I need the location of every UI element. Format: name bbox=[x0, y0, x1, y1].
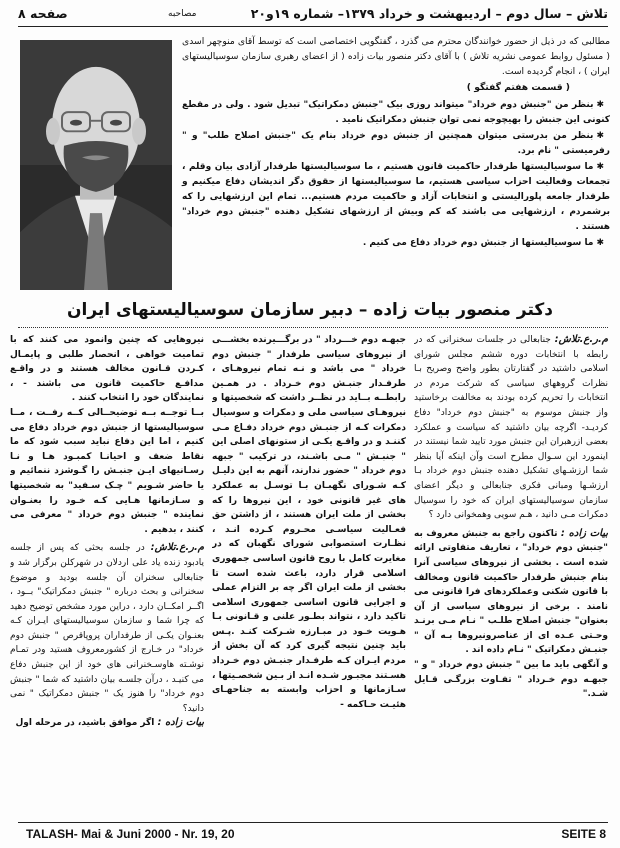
header-page-number: صفحه ۸ bbox=[18, 6, 68, 21]
header-title: تلاش – سال دوم – اردیبهشت و خرداد ۱۳۷۹– شماره ۱۹و۲۰ bbox=[250, 6, 608, 21]
page-header bbox=[18, 4, 608, 27]
intro-lead: مطالبی که در ذیل از حضور خوانندگان محترم می گذرد ، گفتگویی اختصاصی است که توسط آقای منوچهر اسدی ( مسئول روابط عمومی نشریه تلاش ) با آقای دکتر منصور بیات زاده ( از اعضای رهبری سازمان سوسیالیستهای ایران ) ، انجام گردیده است. bbox=[182, 36, 610, 77]
column-middle bbox=[212, 333, 406, 817]
interviewer-label: م.ر.ع.تلاش: bbox=[554, 334, 608, 345]
answer-2: بیات زاده : اگر موافق باشید، در مرحله اول bbox=[15, 717, 204, 729]
footer-page-number: SEITE 8 bbox=[561, 827, 606, 841]
answer-1-middle: جبهـه دوم خـــرداد " در برگـــیرنده بخشـــی از نیروهای سیاسی طرفدار " جنبش دوم خرداد " می باشد و نـه تمام نیروهـای ، طرفـدار جنبـش دوم خـرداد . در همـین رابطــه بــاید در نظــر داشت که شخصیتها و نیروهـای سیاسی ملی و دمکرات و سوسیال دمکرات کـه از جنبـش دوم خرداد دفـاع مـی کننـد و در واقـع یکـی از ستونهای اصلی این " جنبـش " مـی باشـند، در ترکیب " جبهه دوم خرداد " حضور ندارند، آنهم به این دلیـل کـه شـورای نگهبـان بـا توسـل به عملکرد های غیر قانونی خود ، این نیروها را که بخشی از ملت ایران هستند ، از داشتن حق فعـالیت سیاسـی محـروم کـرده انـد ، نظـارت استصوابی شورای نگهبان که در مغایرت کامل با روح قانون اساسی جمهوری اسلامی قرار دارد، باعث شده است تا بخشی از ملت ایران اگر چه بر التزام عملی و اجرایی قانون اساسی جمهوری اسلامی تاکید دارد ، نتواند بطـور علنی و قـانونی بـا هـویت خـود در مبـارزه شـرکت کنـد .پـس باید چنین نتیجه گیری کرد که آن بخش از مردم ایـران کـه طرفـدار جنبـش دوم خـرداد هسـتند مجبـور شـده انـد از بـین شخصـیتها ، سـازمانها و احزاب وابسته به جناحهـای هئیـت حـاکمه - bbox=[212, 335, 406, 710]
highlight-bullet: ✱بنظر من "جنبش دوم خرداد" میتواند روزی بیک "جنبش دمکراتیک" تبدیل شود . ولی در مقطع کنونی این جنبش را بهیچوجه نمی توان جنبش دمکراتیک نامید . bbox=[182, 100, 610, 125]
asterisk-icon: ✱ bbox=[596, 100, 604, 110]
answer-1-continued: و آنگهی باید ما بین " جنبش دوم خرداد " و " جبهـه دوم خـرداد " تفـاوت بزرگـی قـایل شـد." bbox=[414, 660, 608, 700]
asterisk-icon: ✱ bbox=[596, 131, 604, 141]
question-1: م.ر.ع.تلاش: جنابعالی در جلسات سخنرانی که در رابطه با انتخابات دوره ششم مجلس شورای اسلامی داشتید در گفتارتان بطور واضح وصریح بـا نظرات گروههای سیاسی که شرکت مردم در انتخابات را تحریم کرده بودند به مخالفت برخاستید واز جنبش موسوم به "جنبش دوم خرداد" دفاع کردیـد- اگرچه بیان داشتید که سیاست و عملکرد بعضی ازرهبران این جنبش مورد تایید شما نیستند در اینمورد این سـوال مطرح است وآن اینکه آیا بنظر شما ارزشـهای تشکیل دهنده جنبش دوم خرداد بـا ارزشـها ومبانی فکری جنابعالی و دیگر اعضای سازمان سوسیالیستهای ایران که خود را سوسیال دمکرات مـی دانید ، هـم سویی وهمخوانی دارد ؟ bbox=[414, 334, 608, 521]
interviewer-label: م.ر.ع.تلاش: bbox=[150, 542, 204, 554]
question-2: م.ر.ع.تلاش: در جلسه بحثی که پس از جلسه یادبود زنده یاد علی اردلان در شهرکلن برگزار شد و جنابعالی سخنران آن جلسه بودید و موضوع سخنرانی و بحث درباره " جنبش دمکراتیک" بــود ، اگــر امکــان دارد ، دراین مورد مشخص توضیح دهید که چرا شما و سازمان سوسیالیستهای ایـران کـه بعنـوان یکـی از طرفداران پروپاقرص " جنبش دوم خرداد" در خـارج از کشورمعروف هستید ودر تمـام نوشـته هاوسـخنرانی های خود از این جنبش دفاع می کنیـد ، درآن جلسـه بیان داشتید که شما " جنبش دوم خرداد" را هنوز یک " جنبش دمکراتیک " نمی دانید؟ bbox=[10, 542, 204, 714]
intro-block bbox=[182, 34, 610, 251]
highlight-bullet: ✱بنظر من بدرستی میتوان همچنین از جنبش دوم خرداد بنام یک "جنبش اصلاح طلب" و " رفرمیستی " نام برد. bbox=[182, 131, 610, 156]
portrait-photo bbox=[20, 40, 172, 290]
asterisk-icon: ✱ bbox=[596, 238, 604, 248]
footer-divider bbox=[18, 822, 608, 823]
highlight-bullet: ✱ما سوسیالیستها طرفدار حاکمیت قانون هستیم ، ما سوسیالیستها طرفدار آزادی بیان وقلم ، تجمعات وفعالیت احزاب سیاسی هستیم، ما سوسیالیستها از حقوق دگر اندیشان دفاع میکنیم و طرفدار جامعه پلورالیستی و انتخابات آزاد و حاکمیت مردم هستیم... تمام این ارزشهایی را که برشمردم ، ارزشهایی می باشند که کم وبیش از ارزشهای تشکیل دهنده "جنبش دوم خرداد" هستند . bbox=[182, 162, 610, 232]
part-title: ( قسمت هفتم گفتگو ) bbox=[466, 82, 570, 93]
answer-1-conclusion: بــا توجــه بــه توضیحــالی کــه رفــت ، مــا سوسیالیستها از جنبش دوم خرداد دفاع می کنیم ، اما این دفاع نباید سبب شود که ما نقاط ضعف و احیانـا کمبـود هـا و نـا رسـانیهای ایـن جنبـش را گـوشزد ننمائیم و یا حاضر شـویم " چـک سـفید" به شخصیتها و سـازمانها هـایی کـه خـود را بعنـوان نماینده " جنبش دوم خرداد " معرفی می کنند ، بدهیم . bbox=[10, 407, 204, 535]
article-headline: دکتر منصور بیات زاده – دبیر سازمان سوسیالیستهای ایران bbox=[66, 300, 553, 320]
answer-1: بیات زاده : تاکنون راجع به جنبش معروف به "جنبش دوم خرداد" ، تعاریف متفاوتی ارائه شده است . بخشی از نیروهای سیاسی آنرا بنام جنبش طرفدار حاکمیت قانون ومخالف با قانون شکنی وعملکردهای فرا قانونی می نامند . برخی از نیروهای سیاسی از آن بعنوان" جنبش اصلاح طلـب " نـام مـی برنـد وحـتی عـده ای از عناصرونیروها بـه آن " جنبـش دمکراتیک " نـام داده اند . bbox=[414, 527, 608, 656]
asterisk-icon: ✱ bbox=[596, 162, 604, 172]
column-left bbox=[10, 333, 204, 817]
column-right bbox=[414, 333, 608, 817]
dotted-divider bbox=[18, 327, 608, 328]
answer-1-end: نیروهایی که چنین وانمود می کنند که با تمامیت خواهی ، انحصار طلبی و پایمـال کـردن قـانون مخالف هستند و در واقـع مدافـع حاکمیت قانون می باشند - ، نمایندگان خود را انتخاب کنند . bbox=[10, 335, 204, 404]
footer-publication: TALASH- Mai & Juni 2000 - Nr. 19, 20 bbox=[26, 827, 235, 841]
header-section: مصاحبه bbox=[168, 9, 197, 19]
interviewee-label: بیات زاده : bbox=[157, 717, 204, 729]
interviewee-label: بیات زاده : bbox=[560, 527, 608, 539]
portrait-illustration bbox=[20, 40, 172, 290]
highlight-bullet: ✱ما سوسیالیستها از جنبش دوم خرداد دفاع می کنیم . bbox=[362, 238, 604, 248]
